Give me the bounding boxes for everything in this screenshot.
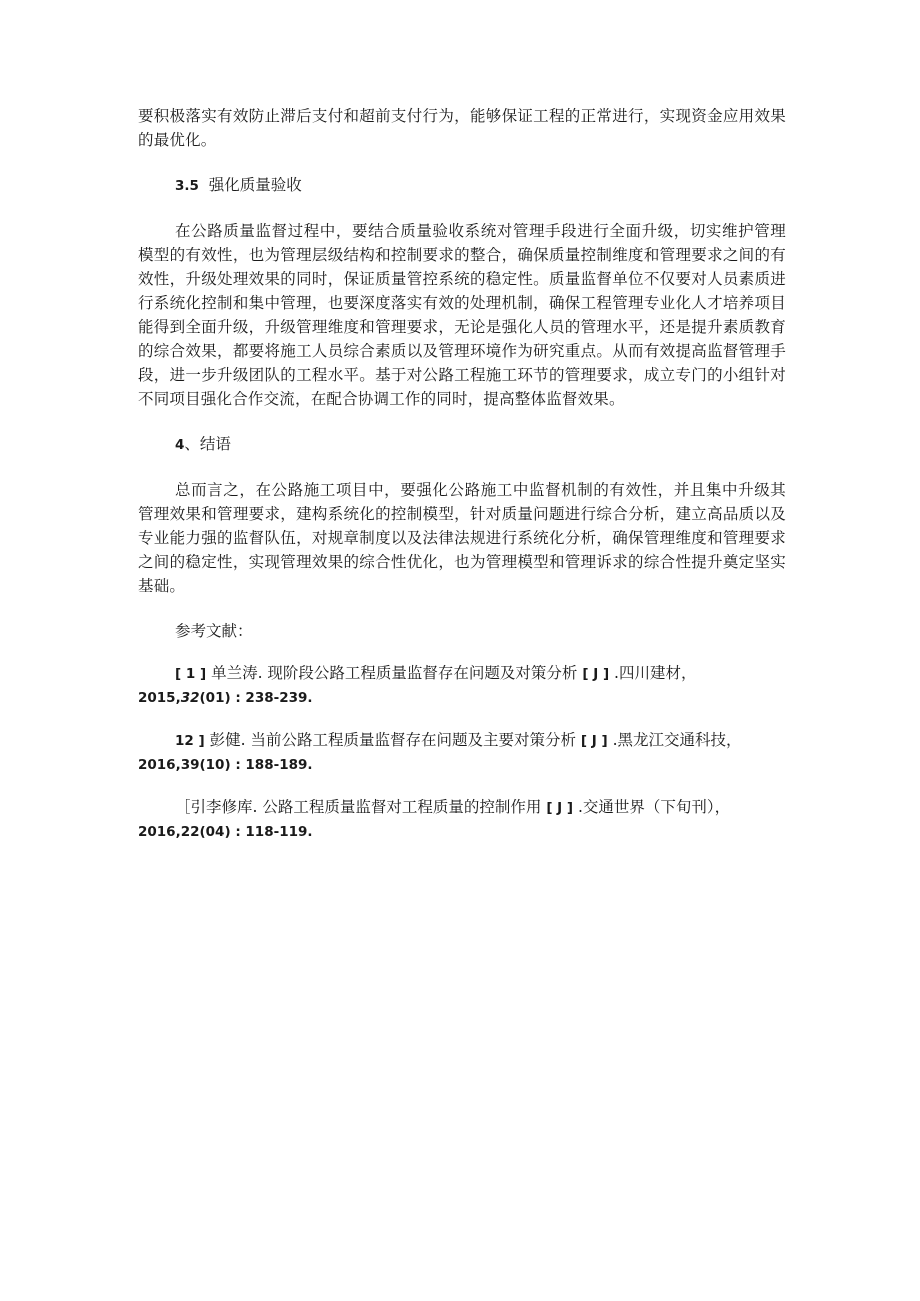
intro-paragraph: 要积极落实有效防止滞后支付和超前支付行为，能够保证工程的正常进行，实现资金应用效果的最优化。: [138, 107, 786, 149]
reference-1-volume: 32: [180, 690, 200, 706]
reference-1-issue-pages: (01) : 238-239.: [199, 690, 313, 706]
reference-3-line-1: [138, 795, 786, 820]
reference-2-line-1: [138, 728, 786, 753]
section-4-body: 总而言之，在公路施工项目中，要强化公路施工中监督机制的有效性，并且集中升级其管理效果和管理要求，建构系统化的控制模型，针对质量问题进行综合分析，建立高品质以及专业能力强的监督队伍，对规章制度以及法律法规进行系统化分析，确保管理维度和管理要求之间的稳定性，实现管理效果的综合性优化，也为管理模型和管理诉求的综合性提升奠定坚实基础。: [138, 481, 786, 595]
reference-2-marker: 12 ]: [175, 733, 205, 749]
references-label: 参考文献：: [175, 622, 253, 640]
section-3-5-number: 3.5: [175, 178, 199, 194]
reference-1-line-2: [138, 686, 786, 710]
section-3-5-heading: [138, 173, 786, 198]
reference-item-3: [138, 795, 786, 844]
reference-1-type: [ J ]: [582, 666, 610, 682]
reference-2-author-title: 彭健. 当前公路工程质量监督存在问题及主要对策分析: [204, 731, 581, 749]
reference-2-line-2: 2016,39(10) : 188-189.: [138, 757, 313, 773]
reference-item-1: [138, 661, 786, 710]
reference-1-year: 2015,: [138, 690, 181, 706]
reference-3-type: [ J ]: [546, 800, 574, 816]
reference-1-marker: [ 1 ]: [175, 666, 207, 682]
section-4-number: 4: [175, 437, 185, 453]
reference-2-type: [ J ]: [580, 733, 608, 749]
reference-3-author-title: 李修库. 公路工程质量监督对工程质量的控制作用: [206, 798, 547, 816]
section-4-title: 结语: [199, 435, 231, 453]
reference-3-journal: .交通世界（下旬刊），: [573, 798, 731, 816]
reference-1-author-title: 单兰涛. 现阶段公路工程质量监督存在问题及对策分析: [206, 664, 583, 682]
reference-1-journal: .四川建材，: [609, 664, 697, 682]
section-4-separator: 、: [184, 435, 200, 453]
reference-2-journal: .黑龙江交通科技，: [607, 731, 742, 749]
reference-item-2: [138, 728, 786, 777]
section-4-heading: [138, 432, 786, 457]
section-3-5-body: 在公路质量监督过程中，要结合质量验收系统对管理手段进行全面升级，切实维护管理模型的有效性，也为管理层级结构和控制要求的整合，确保质量控制维度和管理要求之间的有效性，升级处理效果的同时，保证质量管控系统的稳定性。质量监督单位不仅要对人员素质进行系统化控制和集中管理，也要深度落实有效的处理机制，确保工程管理专业化人才培养项目能得到全面升级，升级管理维度和管理要求，无论是强化人员的管理水平，还是提升素质教育的综合效果，都要将施工人员综合素质以及管理环境作为研究重点。从而有效提高监督管理手段，进一步升级团队的工程水平。基于对公路工程施工环节的管理要求，成立专门的小组针对不同项目强化合作交流，在配合协调工作的同时，提高整体监督效果。: [138, 222, 786, 408]
reference-1-line-1: [138, 661, 786, 686]
reference-3-marker: ［引: [175, 798, 207, 816]
reference-3-line-2: 2016,22(04) : 118-119.: [138, 824, 313, 840]
document-page: [138, 104, 786, 844]
section-3-5-title: 强化质量验收: [208, 176, 302, 194]
